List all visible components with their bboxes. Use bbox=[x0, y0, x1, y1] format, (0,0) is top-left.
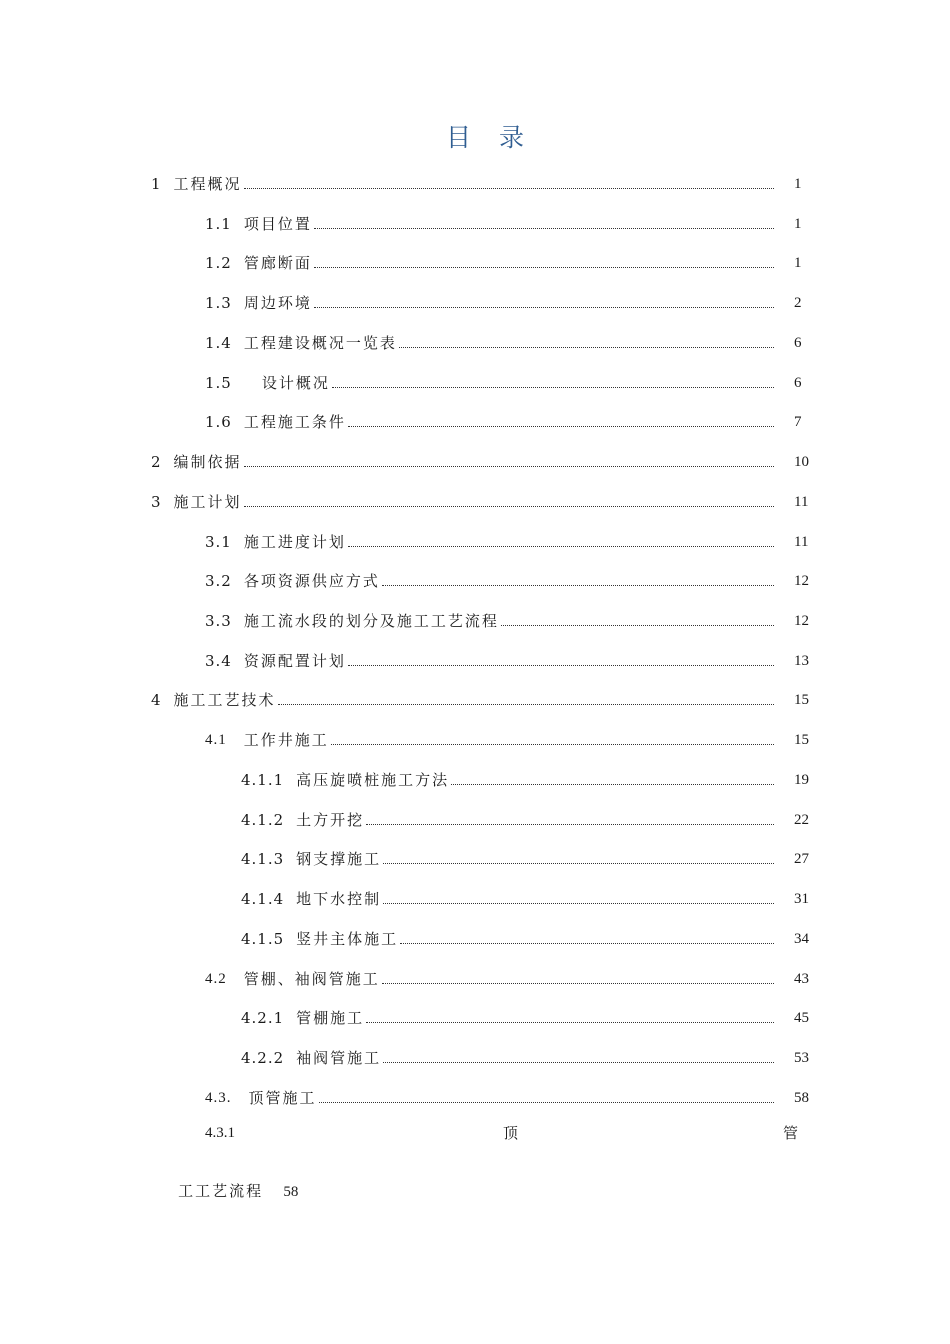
toc-entry-label: 资源配置计划 bbox=[243, 652, 346, 670]
toc-entry-label: 管棚施工 bbox=[296, 1009, 365, 1027]
toc-entry-page: 15 bbox=[794, 732, 809, 748]
toc-entry-number: 4.1 bbox=[205, 732, 227, 748]
toc-entry-label: 袖阀管施工 bbox=[296, 1049, 382, 1067]
toc-dot-leader bbox=[366, 1021, 774, 1023]
toc-entry-number: 4.2.2 bbox=[241, 1049, 285, 1067]
toc-entry-number: 2 bbox=[151, 453, 162, 471]
toc-entry[interactable] bbox=[205, 369, 776, 393]
toc-dot-leader bbox=[382, 584, 774, 586]
toc-entry-label: 管棚、袖阀管施工 bbox=[243, 970, 380, 988]
toc-entry-page: 11 bbox=[794, 534, 809, 550]
toc-entry-label: 设计概况 bbox=[261, 374, 330, 392]
toc-entry[interactable] bbox=[151, 488, 776, 512]
toc-entry-page: 1 bbox=[794, 255, 802, 271]
toc-entry-page: 10 bbox=[794, 454, 809, 470]
toc-dot-leader bbox=[383, 1061, 774, 1063]
toc-entry-number: 1.2 bbox=[205, 254, 232, 272]
toc-entry[interactable] bbox=[205, 408, 776, 432]
toc-entry-number: 4.1.3 bbox=[241, 850, 285, 868]
toc-entry-label: 工程概况 bbox=[173, 175, 242, 193]
toc-dot-leader bbox=[382, 982, 774, 984]
toc-entry-number: 4 bbox=[151, 691, 162, 709]
toc-entry[interactable] bbox=[241, 845, 776, 869]
toc-dot-leader bbox=[331, 743, 774, 745]
toc-entry-number: 4.1.5 bbox=[241, 930, 285, 948]
toc-entry-number: 3.3 bbox=[205, 612, 232, 630]
toc-entry-label: 工作井施工 bbox=[243, 731, 329, 749]
toc-dot-leader bbox=[366, 823, 774, 825]
toc-entry[interactable] bbox=[151, 170, 776, 194]
toc-entry-page: 34 bbox=[794, 931, 809, 947]
toc-dot-leader bbox=[400, 942, 774, 944]
toc-entry-number: 1.3 bbox=[205, 294, 232, 312]
toc-entry-label-part: 管 bbox=[783, 1124, 799, 1142]
toc-entry-number: 3.4 bbox=[205, 652, 232, 670]
toc-entry-page: 58 bbox=[794, 1090, 809, 1106]
toc-entry-label: 土方开挖 bbox=[296, 811, 365, 829]
toc-entry-label: 顶管施工 bbox=[248, 1089, 317, 1107]
toc-entry-number: 3 bbox=[151, 493, 162, 511]
toc-dot-leader bbox=[348, 664, 774, 666]
toc-entry-page: 11 bbox=[794, 494, 809, 510]
toc-entry-page: 19 bbox=[794, 772, 809, 788]
toc-entry-page: 15 bbox=[794, 692, 809, 708]
toc-entry[interactable] bbox=[241, 925, 776, 949]
toc-entry-label: 周边环境 bbox=[243, 294, 312, 312]
toc-dot-leader bbox=[383, 862, 774, 864]
toc-entry-label: 管廊断面 bbox=[243, 254, 312, 272]
toc-entry-number: 1.6 bbox=[205, 413, 232, 431]
toc-entry-number: 3.1 bbox=[205, 533, 232, 551]
toc-entry-number: 4.3.1 bbox=[205, 1125, 235, 1141]
toc-dot-leader bbox=[451, 783, 774, 785]
toc-entry[interactable] bbox=[241, 806, 776, 830]
toc-entry-label: 施工进度计划 bbox=[243, 533, 346, 551]
toc-entry-page: 27 bbox=[794, 851, 809, 867]
toc-entry-page: 6 bbox=[794, 335, 802, 351]
toc-entry-page: 53 bbox=[794, 1050, 809, 1066]
toc-entry-label: 竖井主体施工 bbox=[296, 930, 399, 948]
toc-entry-label: 钢支撑施工 bbox=[296, 850, 382, 868]
toc-entry-label: 各项资源供应方式 bbox=[243, 572, 380, 590]
toc-entry[interactable] bbox=[241, 1044, 776, 1068]
toc-entry-number: 4.1.1 bbox=[241, 771, 285, 789]
toc-entry[interactable] bbox=[241, 885, 776, 909]
toc-entry[interactable] bbox=[205, 965, 776, 989]
toc-entry[interactable] bbox=[205, 567, 776, 591]
toc-entry-page: 22 bbox=[794, 812, 809, 828]
toc-entry-page: 31 bbox=[794, 891, 809, 907]
toc-entry-page: 45 bbox=[794, 1010, 809, 1026]
toc-entry[interactable] bbox=[205, 249, 776, 273]
toc-entry-label-continuation: 工工艺流程 bbox=[178, 1182, 264, 1200]
toc-entry[interactable] bbox=[205, 726, 776, 750]
toc-entry-number: 4.2.1 bbox=[241, 1009, 285, 1027]
toc-entry-label: 项目位置 bbox=[243, 215, 312, 233]
toc-dot-leader bbox=[314, 266, 774, 268]
toc-entry[interactable] bbox=[151, 448, 776, 472]
toc-entry-wrapped[interactable] bbox=[205, 1121, 799, 1145]
toc-entry[interactable] bbox=[151, 686, 776, 710]
toc-entry[interactable] bbox=[205, 528, 776, 552]
toc-entry[interactable] bbox=[205, 289, 776, 313]
toc-dot-leader bbox=[278, 703, 774, 705]
toc-entry-label: 工程施工条件 bbox=[243, 413, 346, 431]
toc-entry-label: 高压旋喷桩施工方法 bbox=[296, 771, 450, 789]
toc-entry[interactable] bbox=[205, 210, 776, 234]
toc-entry-label: 施工工艺技术 bbox=[173, 691, 276, 709]
toc-entry[interactable] bbox=[205, 647, 776, 671]
toc-entry-page: 12 bbox=[794, 573, 809, 589]
toc-entry-label: 施工流水段的划分及施工工艺流程 bbox=[243, 612, 499, 630]
toc-dot-leader bbox=[383, 902, 774, 904]
toc-entry-page: 6 bbox=[794, 375, 802, 391]
toc-entry-page: 43 bbox=[794, 971, 809, 987]
toc-entry-number: 1.5 bbox=[205, 374, 232, 392]
toc-entry-label-part: 顶 bbox=[503, 1124, 519, 1142]
toc-entry[interactable] bbox=[241, 1004, 776, 1028]
toc-dot-leader bbox=[314, 306, 774, 308]
toc-title: 目 录 bbox=[446, 123, 534, 152]
toc-entry-number: 1.1 bbox=[205, 215, 232, 233]
toc-entry-page: 12 bbox=[794, 613, 809, 629]
toc-dot-leader bbox=[314, 227, 774, 229]
toc-entry-page: 1 bbox=[794, 216, 802, 232]
toc-entry-number: 1.4 bbox=[205, 334, 232, 352]
toc-entry-number: 1 bbox=[151, 175, 162, 193]
toc-entry-label: 工程建设概况一览表 bbox=[243, 334, 397, 352]
toc-entry-number: 4.2 bbox=[205, 971, 227, 987]
toc-dot-leader bbox=[244, 465, 774, 467]
toc-entry-number: 3.2 bbox=[205, 572, 232, 590]
toc-entry[interactable] bbox=[205, 607, 776, 631]
toc-entry-continuation bbox=[151, 1161, 298, 1222]
toc-entry[interactable] bbox=[205, 329, 776, 353]
toc-dot-leader bbox=[244, 505, 774, 507]
toc-dot-leader bbox=[399, 346, 774, 348]
toc-entry-number: 4.1.2 bbox=[241, 811, 285, 829]
toc-entry[interactable] bbox=[205, 1084, 776, 1108]
toc-entry-page: 13 bbox=[794, 653, 809, 669]
toc-dot-leader bbox=[332, 386, 774, 388]
toc-dot-leader bbox=[501, 624, 774, 626]
toc-entry-number: 4.3. bbox=[205, 1090, 232, 1106]
toc-dot-leader bbox=[319, 1101, 774, 1103]
toc-entry-label: 编制依据 bbox=[173, 453, 242, 471]
toc-entry-page: 58 bbox=[283, 1184, 299, 1200]
toc-entry-page: 2 bbox=[794, 295, 802, 311]
toc-dot-leader bbox=[244, 187, 774, 189]
toc-entry-number: 4.1.4 bbox=[241, 890, 285, 908]
toc-entry-label: 地下水控制 bbox=[296, 890, 382, 908]
toc-dot-leader bbox=[348, 425, 774, 427]
toc-entry-label: 施工计划 bbox=[173, 493, 242, 511]
toc-entry-page: 1 bbox=[794, 176, 802, 192]
toc-entry[interactable] bbox=[241, 766, 776, 790]
toc-dot-leader bbox=[348, 545, 774, 547]
toc-entry-page: 7 bbox=[794, 414, 802, 430]
